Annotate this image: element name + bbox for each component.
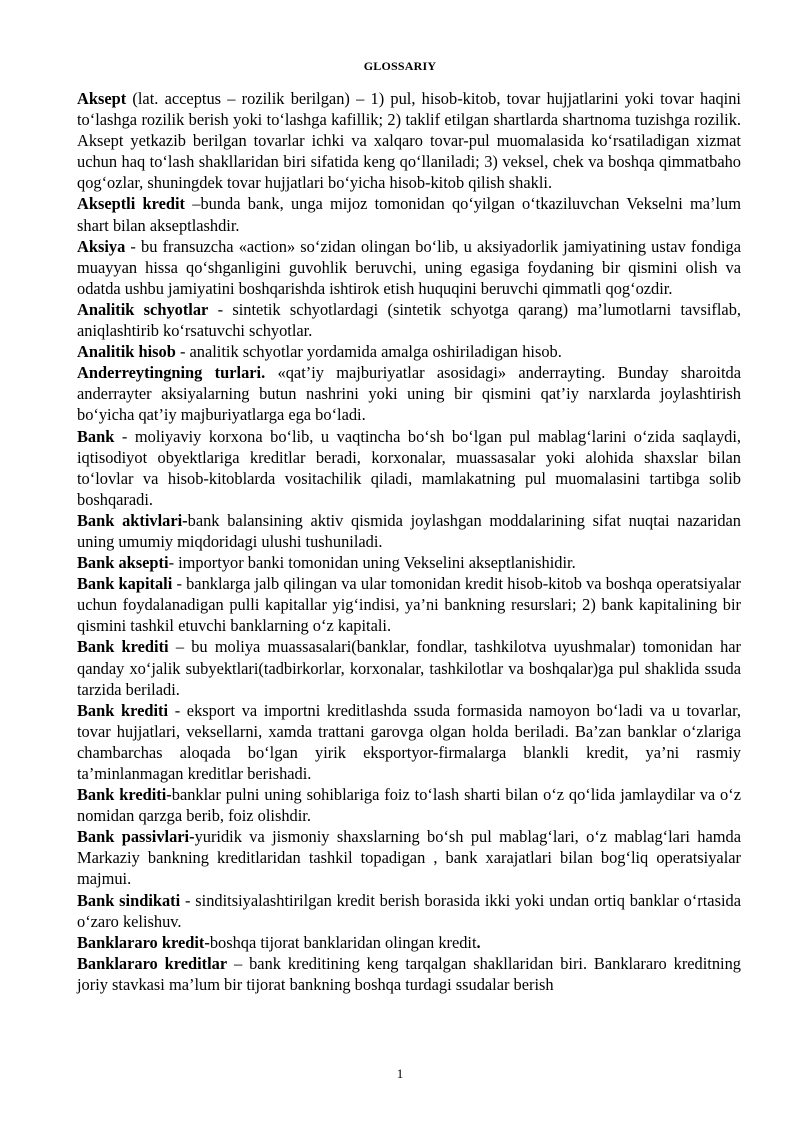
page-number: 1 (396, 1066, 404, 1081)
glossary-term: Aksiya (77, 236, 126, 256)
glossary-definition: banklar pulni uning sohiblariga foiz to‘lash sharti bilan o‘z qo‘lida jamlaydilar va o‘z nomidan qarzga berib, foiz olishdir. (77, 785, 741, 826)
glossary-entry (77, 784, 741, 826)
glossary-term: Analitik hisob (77, 342, 176, 362)
glossary-term: Anderreytingning turlari. (77, 363, 266, 383)
glossary-term: Bank aktivlari- (77, 510, 188, 530)
glossary-entry (77, 362, 741, 425)
glossary-term: Bank sindikati (77, 890, 181, 910)
glossary-definition: - banklarga jalb qilingan va ular tomonidan kredit hisob-kitob va boshqa operatsiyalar uchun foydalanadigan pulli kapitallar yig‘indisi, ya’ni bankning resurslari; 2) bank kapitalining bir qismini tashkil etuvchi banklarning o‘z kapitali. (77, 574, 741, 636)
glossary-entry (77, 826, 741, 889)
glossary-definition: boshqa tijorat banklaridan olingan kredit (209, 932, 477, 952)
glossary-trailing-period: . (476, 932, 481, 952)
glossary-entry (77, 88, 741, 193)
glossary-entry (77, 426, 741, 510)
glossary-entry (77, 299, 741, 341)
glossary-term: Aksept (77, 89, 127, 108)
glossary-term: Bank (77, 426, 115, 446)
glossary-term: Bank passivlari- (77, 827, 195, 847)
glossary-definition: - eksport va importni kreditlashda ssuda formasida namoyon bo‘ladi va u tovarlar, tovar hujjatlari, veksellarni, xamda trattani garovga olgan holda beriladi. Ba’zan banklar o‘zlariga chambarchas aloqada bo‘lgan yirik eksportyor-firmalarga blankli kredit, ya’ni rasmiy ta’minlanmagan kreditlar berishadi. (77, 700, 741, 783)
page-title: GLOSSARIY (363, 59, 437, 73)
glossary-term: Bank krediti (77, 700, 169, 720)
glossary-definition: - importyor banki tomonidan uning Vekselini akseptlanishidir. (168, 553, 576, 573)
glossary-body (77, 88, 741, 995)
glossary-definition: - sintetik schyotlardagi (sintetik schyotga qarang) ma’lumotlarni tavsiflab, aniqlashtirib ko‘rsatuvchi schyotlar. (77, 299, 742, 341)
glossary-entry (77, 953, 741, 995)
glossary-entry (77, 236, 741, 299)
glossary-entry (77, 573, 741, 636)
glossary-entry (77, 636, 741, 699)
glossary-definition: (lat. acceptus – rozilik berilgan) – 1) pul, hisob-kitob, tovar hujjatlarini yoki tovar haqini to‘lashga rozilik berish yoki to‘lashga kafillik; 2) taklif etilgan shartlarda shartnoma tuzishga rozilik. Aksept yetkazib berilgan tovarlar ichki va xalqaro tovar-pul muomalasida ko‘rsatiladigan xizmat uchun haq to‘lash shakllaridan biri sifatida keng qo‘llaniladi; 3) veksel, chek va boshqa qimmatbaho qog‘ozlar, shuningdek tovar hujjatlari bo‘yicha hisob-kitob qilish shakli. (77, 89, 741, 193)
glossary-entry (77, 932, 741, 953)
glossary-definition: bank balansining aktiv qismida joylashgan moddalarining sifat nuqtai nazaridan uning umumiy miqdoridagi ulushi tushuniladi. (77, 510, 741, 551)
glossary-entry (77, 890, 741, 932)
glossary-term: Analitik schyotlar (77, 299, 209, 319)
glossary-definition: – bu moliya muassasalari(banklar, fondlar, tashkilotva uyushmalar) tomonidan har qanday xo‘jalik subyektlari(tadbirkorlar, korxonalar, tashkilotlar va boshqalar)ga pul shaklida ssuda tarzida beriladi. (77, 637, 741, 699)
glossary-term: Bank krediti (77, 637, 169, 657)
glossary-term: Bank krediti- (77, 785, 172, 805)
glossary-definition: - bu fransuzcha «action» so‘zidan olingan bo‘lib, u aksiyadorlik jamiyatining ustav fondiga muayyan hissa qo‘shganligini guvohlik beruvchi, uning egasiga foydaning bir qismini olish va odatda ushbu jamiyatini boshqarishda ishtirok etish huquqini beruvchi qimmatli qog‘ozdir. (77, 236, 741, 298)
glossary-definition: –bunda bank, unga mijoz tomonidan qo‘yilgan o‘tkaziluvchan Vekselni ma’lum shart bilan akseptlashdir. (77, 194, 741, 235)
glossary-term: Bank aksepti (77, 553, 169, 573)
glossary-definition: - moliyaviy korxona bo‘lib, u vaqtincha bo‘sh bo‘lgan pul mablag‘larini o‘zida saqlaydi, iqtisodiyot obyektlariga kreditlar beradi, korxonalar, muassasalar yoki alohida shaxslar bilan to‘lovlar va hisob-kitoblarda vositachilik qiladi, mamlakatning pul muomalasini tartibga solib boshqaradi. (77, 426, 741, 509)
glossary-term: Banklararo kreditlar (77, 953, 228, 973)
glossary-entry (77, 193, 741, 235)
glossary-entry (77, 510, 741, 552)
glossary-entry (77, 341, 741, 362)
glossary-entry (77, 552, 741, 573)
glossary-term: Bank kapitali (77, 574, 173, 594)
glossary-definition: - sinditsiyalashtirilgan kredit berish borasida ikki yoki undan ortiq banklar o‘rtasida o‘zaro kelishuv. (77, 890, 741, 931)
glossary-term: Banklararo kredit- (77, 932, 210, 952)
glossary-definition: – bank kreditining keng tarqalgan shakllaridan biri. Banklararo kreditning joriy stavkasi ma’lum bir tijorat bankning boshqa turdagi ssudalar berish (77, 953, 741, 994)
glossary-term: Akseptli kredit (77, 194, 186, 214)
glossary-definition: - analitik schyotlar yordamida amalga oshiriladigan hisob. (175, 342, 562, 362)
glossary-definition: yuridik va jismoniy shaxslarning bo‘sh pul mablag‘lari, o‘z mablag‘lari hamda Markaziy bankning kreditlaridan tashkil topadigan , bank xarajatlari bilan bog‘liq operatsiyalar majmui. (77, 827, 742, 889)
glossary-entry (77, 700, 741, 784)
glossary-definition: «qat’iy majburiyatlar asosidagi» anderrayting. Bunday sharoitda anderrayter aksiyalarning butun nashrini yoki uning bir qismini qat’iy narxlarda joylashtirish bo‘yicha qat’iy majburiyatlarga ega bo‘ladi. (77, 363, 741, 425)
